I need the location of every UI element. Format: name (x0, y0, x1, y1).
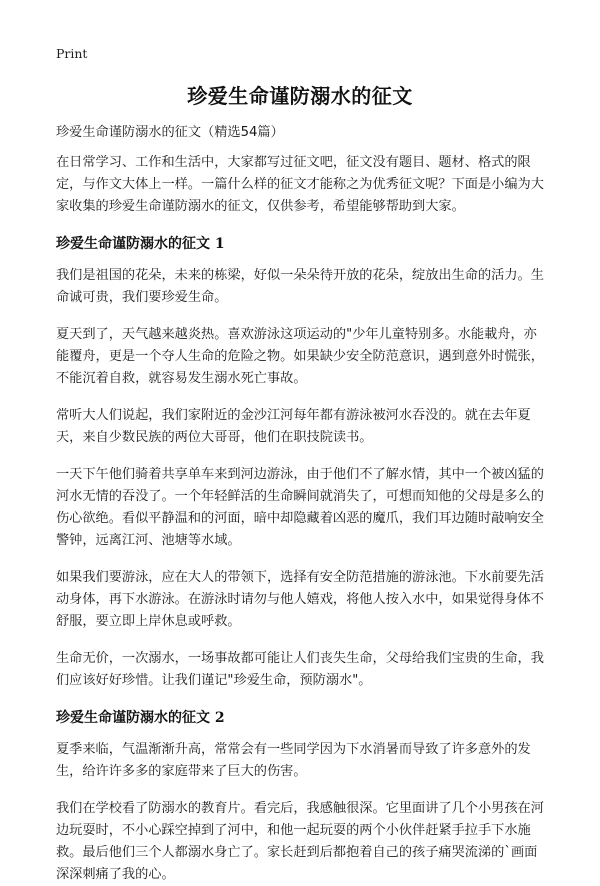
section-1-paragraph-4: 一天下午他们骑着共享单车来到河边游泳，由于他们不了解水情，其中一个被凶猛的河水无情的吞没了。一个年轻鲜活的生命瞬间就消失了，可想而知他的父母是多么的伤心欲绝。看似平静温和的河面，暗中却隐藏着凶恶的魔爪，我们耳边随时敲响安全警钟，远离江河、池塘等水域。 (56, 467, 544, 548)
section-2-paragraph-2: 我们在学校看了防溺水的教育片。看完后，我感触很深。它里面讲了几个小男孩在河边玩耍时，不小心踩空掉到了河中，和他一起玩耍的两个小伙伴赶紧手拉手下水施救。最后他们三个人都溺水身亡了。家长赶到后都抱着自己的孩子痛哭流涕的`画面深深刺痛了我的心。 (56, 801, 544, 882)
section-2-paragraph-1: 夏季来临，气温渐渐升高，常常会有一些同学因为下水消暑而导致了许多意外的发生，给许许多多的家庭带来了巨大的伤害。 (56, 742, 531, 779)
print-link[interactable]: Print (56, 46, 88, 61)
section-1-paragraph-1: 我们是祖国的花朵，未来的栋梁，好似一朵朵待开放的花朵，绽放出生命的活力。生命诚可贵，我们要珍爱生命。 (56, 268, 544, 305)
section-1-paragraph-5: 如果我们要游泳，应在大人的带领下，选择有安全防范措施的游泳池。下水前要先活动身体，再下水游泳。在游泳时请勿与他人嬉戏，将他人按入水中，如果觉得身体不舒服，要立即上岸休息或呼救。 (56, 570, 544, 629)
section-1-paragraph-2: 夏天到了，天气越来越炎热。喜欢游泳这项运动的"少年儿童特别多。水能載舟，亦能覆舟，更是一个夺人生命的危险之物。如果缺少安全防范意识，遇到意外时慌张，不能沉着自救，就容易发生溺水死亡事故。 (56, 327, 544, 386)
section-heading-1: 珍爱生命谨防溺水的征文 1 (56, 236, 225, 252)
document-title: 珍爱生命谨防溺水的征文 (187, 84, 413, 108)
document-subtitle: 珍爱生命谨防溺水的征文（精选54篇） (56, 125, 284, 140)
section-heading-2: 珍爱生命谨防溺水的征文 2 (56, 710, 225, 726)
section-1-paragraph-3: 常听大人们说起，我们家附近的金沙江河每年都有游泳被河水吞没的。就在去年夏天，来自少数民族的两位大哥哥，他们在职技院读书。 (56, 408, 531, 445)
section-1-paragraph-6: 生命无价，一次溺水，一场事故都可能让人们丧失生命，父母给我们宝贵的生命，我们应该好好珍惜。让我们谨记"珍爱生命，预防溺水"。 (56, 651, 544, 688)
intro-paragraph: 在日常学习、工作和生活中，大家都写过征文吧，征文没有题目、题材、格式的限定，与作文大体上一样。一篇什么样的征文才能称之为优秀征文呢？下面是小编为大家收集的珍爱生命谨防溺水的征文，仅供参考，希望能够帮助到大家。 (56, 155, 544, 214)
